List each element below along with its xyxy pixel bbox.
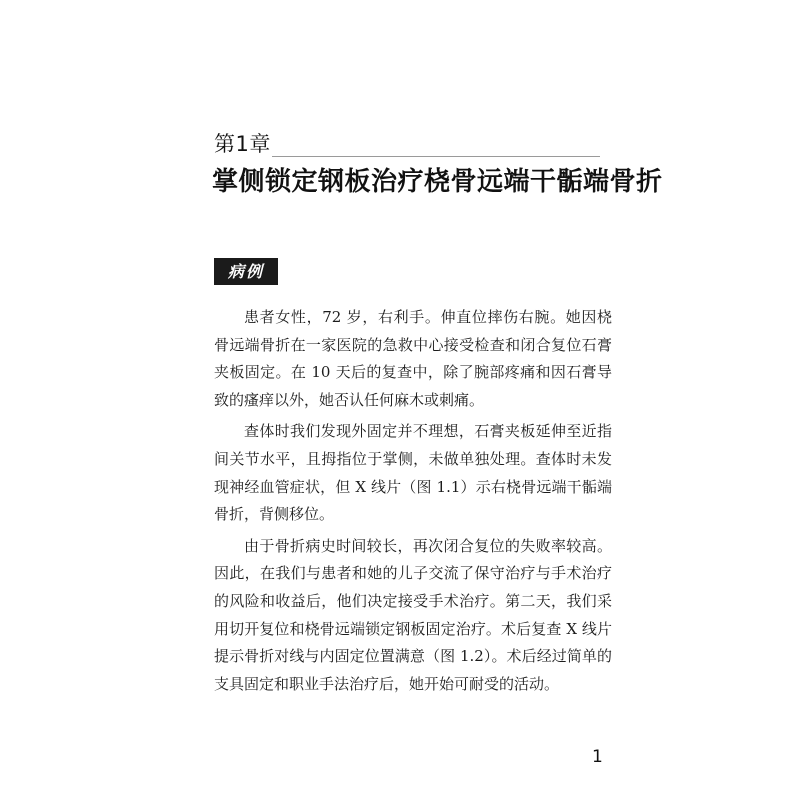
paragraph: 查体时我们发现外固定并不理想，石膏夹板延伸至近指间关节水平，且拇指位于掌侧，未做单独处理。查体时未发现神经血管症状，但 X 线片（图 1.1）示右桡骨远端干骺端骨折，背侧移位。 (214, 422, 612, 524)
body-text (214, 304, 612, 702)
chapter-label: 第1章 (214, 132, 271, 156)
chapter-title: 掌侧锁定钢板治疗桡骨远端干骺端骨折 (212, 167, 663, 197)
case-section-tag: 病例 (214, 258, 278, 285)
page-number: 1 (592, 747, 603, 767)
paragraph: 由于骨折病史时间较长，再次闭合复位的失败率较高。因此，在我们与患者和她的儿子交流了保守治疗与手术治疗的风险和收益后，他们决定接受手术治疗。第二天，我们采用切开复位和桡骨远端锁定钢板固定治疗。术后复查 X 线片提示骨折对线与内固定位置满意（图 1.2）。术后经过简单的支具固定和职业手法治疗后，她开始可耐受的活动。 (214, 536, 612, 693)
paragraph: 患者女性，72 岁，右利手。伸直位摔伤右腕。她因桡骨远端骨折在一家医院的急救中心接受检查和闭合复位石膏夹板固定。在 10 天后的复查中，除了腕部疼痛和因石膏导致的瘙痒以外，她否认任何麻木或刺痛。 (214, 308, 612, 409)
chapter-rule (272, 156, 600, 157)
